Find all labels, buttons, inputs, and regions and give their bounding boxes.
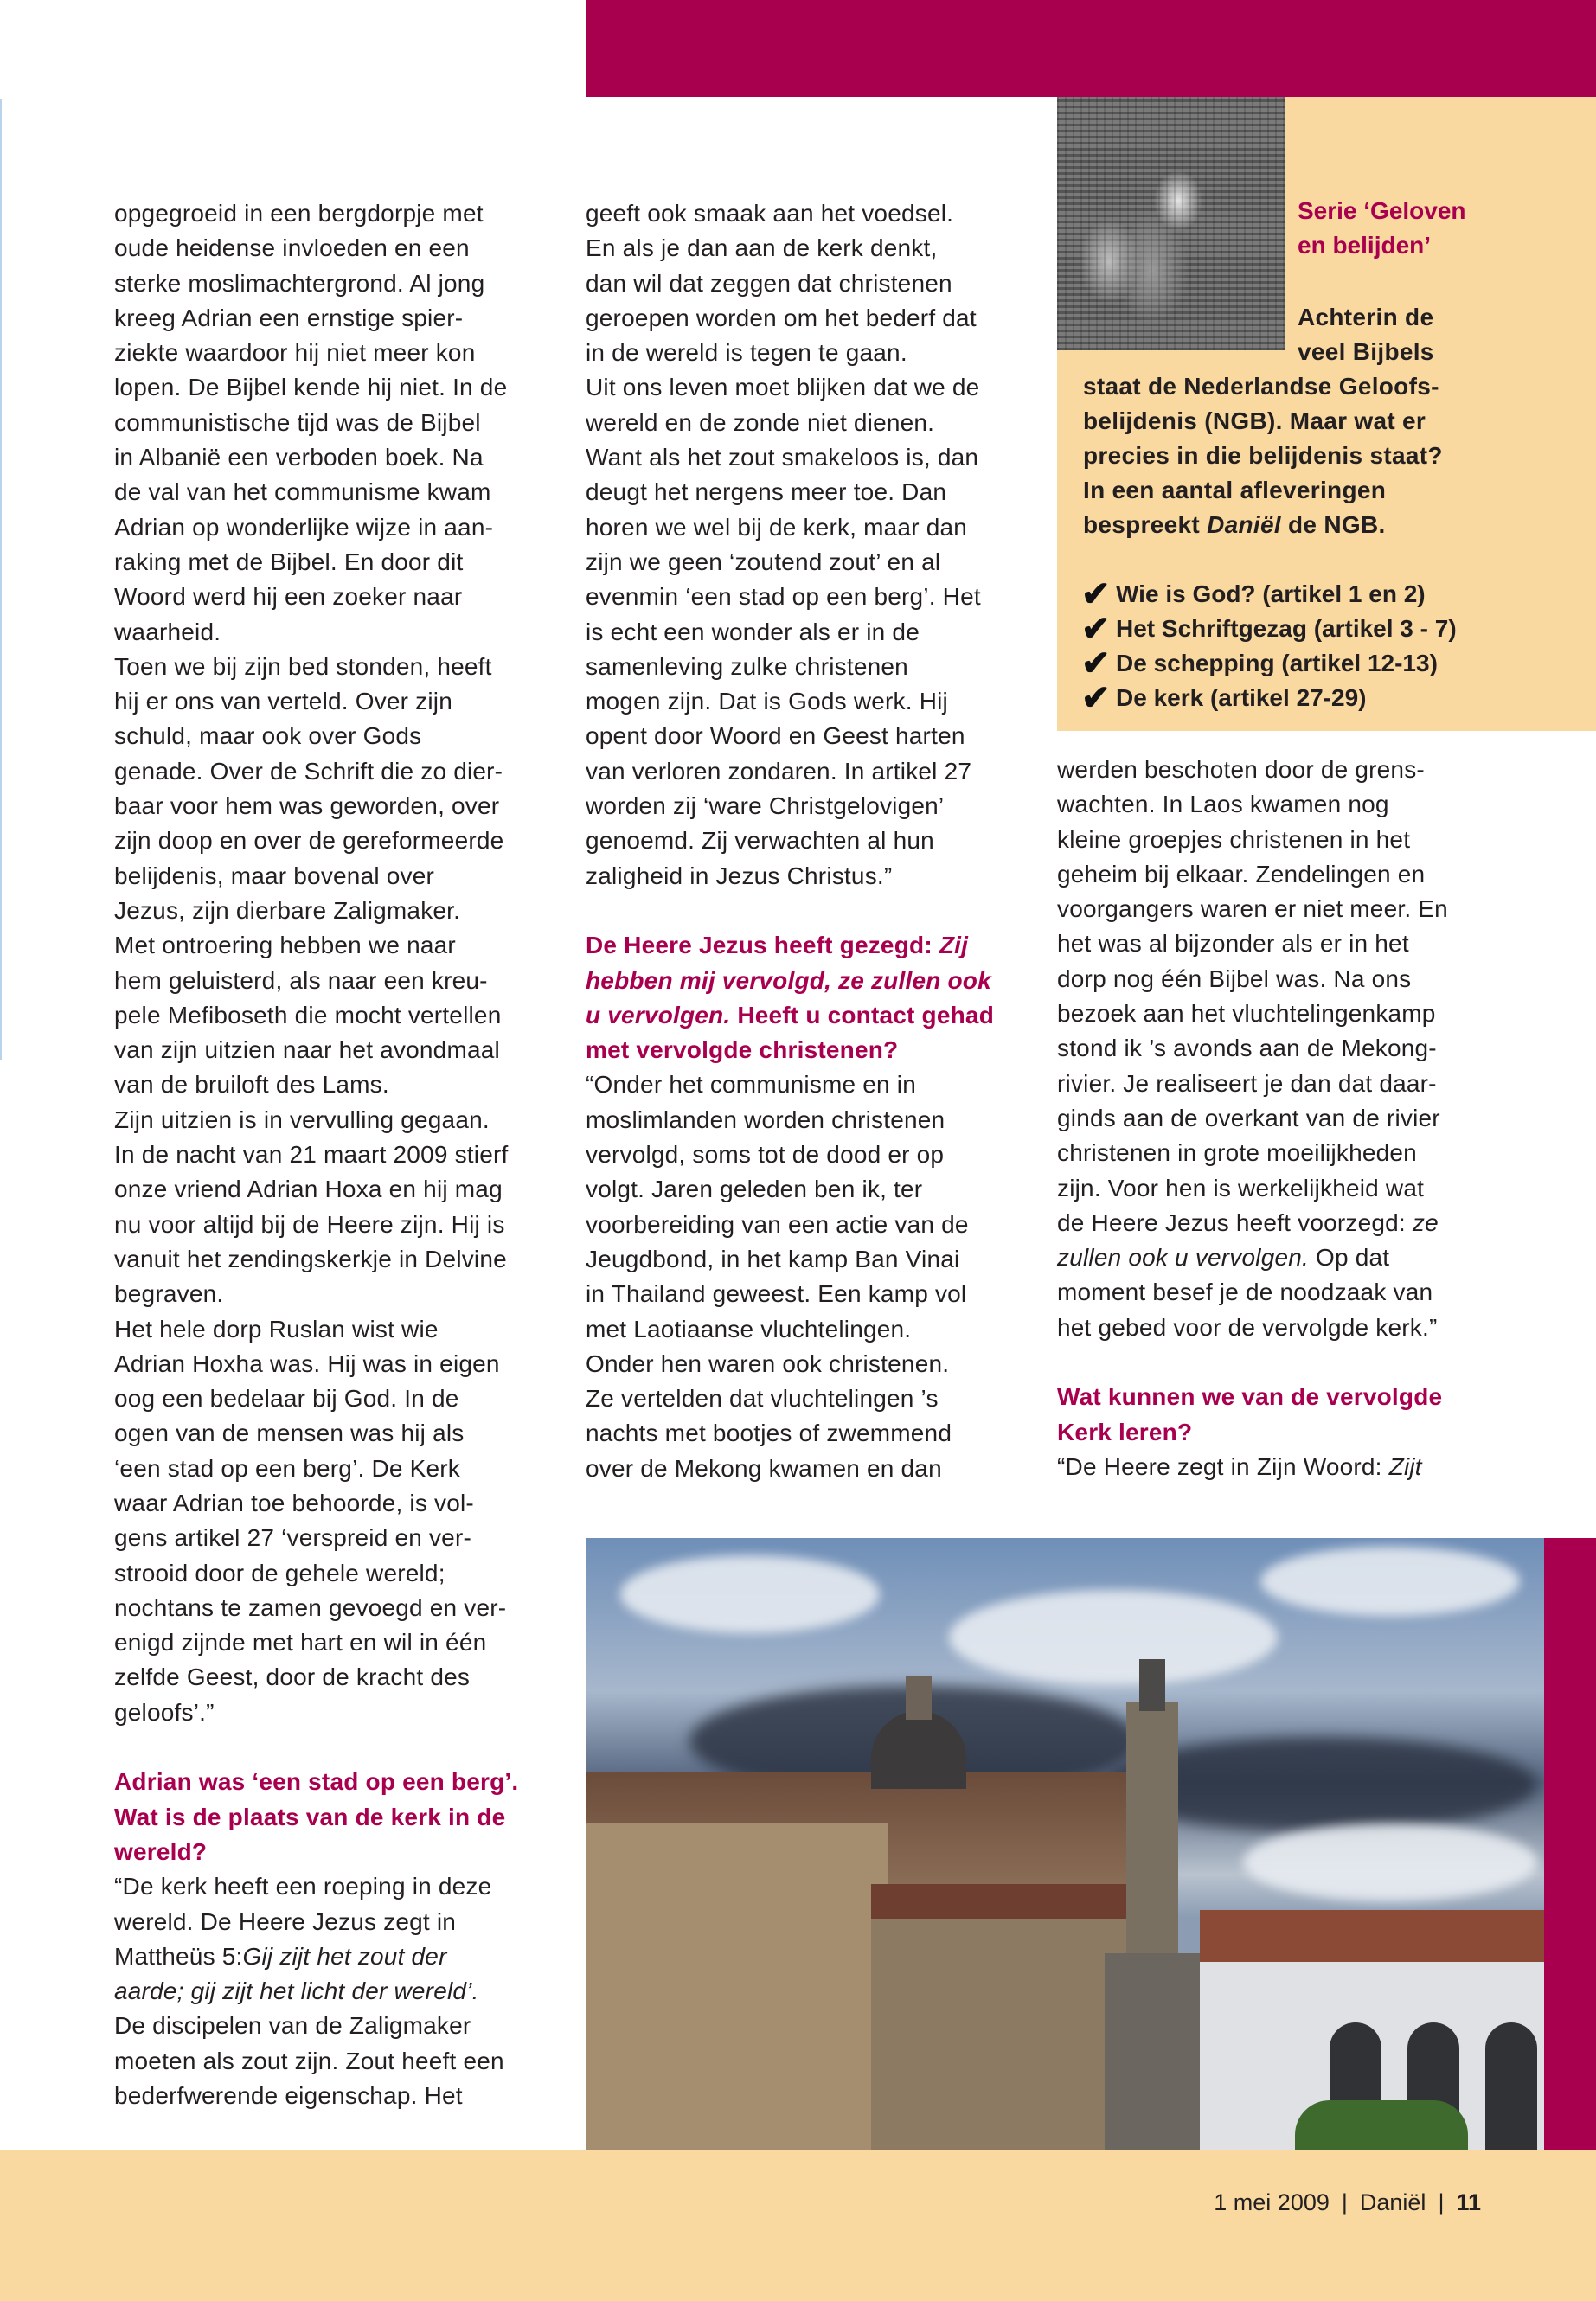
italic-text: aarde; gij zijt het licht der wereld’. — [114, 1977, 479, 2005]
text-segment: nachts met bootjes of zwemmend — [586, 1420, 952, 1447]
body-paragraph — [586, 1067, 1018, 1486]
text-line — [1057, 1450, 1490, 1484]
text-segment: bespreekt — [1083, 511, 1208, 538]
text-line — [586, 719, 1018, 753]
text-line — [114, 650, 547, 684]
text-segment: vervolgd, soms tot de dood er op — [586, 1141, 945, 1169]
text-segment: de Heere Jezus heeft voorzegd: — [1057, 1208, 1413, 1236]
text-line — [586, 510, 1018, 545]
text-line — [1057, 1031, 1490, 1066]
text-line — [1057, 1240, 1490, 1275]
text-line — [1057, 962, 1490, 997]
text-segment: worden zij ‘ware Christgelovigen’ — [586, 792, 945, 820]
checklist-label: De schepping (artikel 12-13) — [1116, 650, 1438, 676]
text-segment: “Onder het communisme en in — [586, 1071, 917, 1099]
text-line — [586, 1277, 1018, 1311]
text-line — [114, 1452, 547, 1486]
text-segment: in Albanië een verboden boek. Na — [114, 444, 484, 471]
italic-text: Zij — [939, 932, 969, 959]
text-line — [114, 2079, 547, 2113]
text-segment: enigd zijnde met hart en wil in één — [114, 1629, 487, 1657]
text-segment: Wat is de plaats van de kerk in de — [114, 1803, 506, 1830]
section-heading — [114, 1765, 547, 1869]
text-line — [1057, 892, 1490, 926]
text-line — [114, 928, 547, 963]
text-line — [586, 754, 1018, 789]
section-heading — [586, 928, 1018, 1067]
church-city-photo — [586, 1538, 1544, 2150]
text-segment: belijdenis, maar bovenal over — [114, 862, 435, 889]
text-line — [114, 1905, 547, 1939]
text-line — [586, 1067, 1018, 1102]
text-segment: geeft ook smaak aan het voedsel. — [586, 200, 954, 227]
magazine-name: Daniël — [1359, 2189, 1426, 2215]
text-segment: evenmin ‘een stad op een berg’. Het — [586, 583, 981, 611]
text-line — [1057, 1136, 1490, 1170]
body-paragraph — [1057, 1450, 1490, 1484]
italic-text: zullen ook u vervolgen. — [1057, 1244, 1309, 1272]
sidebar-text-line: veel Bijbels — [1298, 338, 1434, 365]
text-segment: voorbereiding van een actie van de — [586, 1210, 969, 1238]
text-segment: wereld? — [114, 1837, 208, 1865]
page-number: 11 — [1456, 2189, 1481, 2215]
text-line — [114, 1103, 547, 1138]
text-segment: waar Adrian toe behoorde, is vol- — [114, 1489, 474, 1516]
sidebar-text-line: precies in die belijdenis staat? — [1083, 442, 1443, 469]
text-line — [114, 998, 547, 1033]
text-segment: begraven. — [114, 1280, 224, 1308]
text-line — [586, 1242, 1018, 1277]
text-line — [114, 1800, 547, 1835]
page-footer — [0, 2150, 1596, 2301]
text-line — [114, 1312, 547, 1347]
text-segment: Op dat — [1309, 1244, 1390, 1272]
text-line — [114, 824, 547, 858]
text-segment: bederfwerende eigenschap. Het — [114, 2082, 463, 2110]
text-line — [586, 545, 1018, 580]
magazine-name: Daniël — [1207, 511, 1281, 538]
text-segment: Jezus, zijn dierbare Zaligmaker. — [114, 896, 461, 924]
text-segment: waarheid. — [114, 618, 221, 645]
text-line — [586, 475, 1018, 510]
text-segment: zelfde Geest, door de kracht des — [114, 1663, 471, 1691]
text-line — [114, 336, 547, 370]
text-segment: kreeg Adrian een ernstige spier- — [114, 304, 464, 331]
text-segment: ginds aan de overkant van de rivier — [1057, 1104, 1440, 1131]
text-line — [586, 336, 1018, 370]
text-line — [1057, 997, 1490, 1031]
text-segment: stond ik ’s avonds aan de Mekong- — [1057, 1035, 1437, 1062]
text-segment: lopen. De Bijbel kende hij niet. In de — [114, 374, 508, 401]
sidebar-text-line: staat de Nederlandse Geloofs- — [1083, 373, 1439, 400]
text-segment: “De kerk heeft een roeping in deze — [114, 1873, 492, 1900]
text-line — [586, 928, 1018, 963]
text-line — [586, 1208, 1018, 1242]
text-segment: zijn doop en over de gereformeerde — [114, 827, 504, 855]
text-segment: met Laotiaanse vluchtelingen. — [586, 1315, 912, 1343]
footer-info — [1214, 2189, 1481, 2216]
text-segment: rivier. Je realiseert je dan dat daar- — [1057, 1069, 1437, 1097]
text-segment: de NGB. — [1280, 511, 1386, 538]
text-segment: Adrian op wonderlijke wijze in aan- — [114, 513, 494, 541]
text-segment: Het hele dorp Ruslan wist wie — [114, 1315, 439, 1343]
text-line — [114, 580, 547, 614]
text-segment: geheim bij elkaar. Zendelingen en — [1057, 860, 1426, 888]
text-line — [114, 1208, 547, 1242]
text-line — [114, 266, 547, 301]
text-line — [114, 1067, 547, 1102]
checklist-item — [1081, 612, 1457, 646]
text-line — [114, 510, 547, 545]
text-line — [114, 301, 547, 336]
text-line — [114, 719, 547, 753]
text-segment: oog een bedelaar bij God. In de — [114, 1385, 459, 1413]
text-line — [114, 1765, 547, 1799]
section-heading — [1057, 1380, 1490, 1450]
sidebar-text-line: belijdenis (NGB). Maar wat er — [1083, 407, 1426, 434]
text-line — [586, 615, 1018, 650]
body-paragraph — [114, 1869, 547, 2113]
body-paragraph — [586, 196, 1018, 894]
text-segment: Kerk leren? — [1057, 1418, 1193, 1445]
text-line — [1057, 787, 1490, 822]
checklist-item — [1081, 681, 1457, 715]
text-line — [114, 754, 547, 789]
text-segment: moment besef je de noodzaak van — [1057, 1279, 1433, 1306]
text-line — [114, 1835, 547, 1869]
sidebar-text-line — [1083, 508, 1443, 542]
text-line — [586, 231, 1018, 266]
text-segment: van de bruiloft des Lams. — [114, 1071, 389, 1099]
text-segment: En als je dan aan de kerk denkt, — [586, 234, 938, 262]
text-line — [1057, 1101, 1490, 1136]
text-line — [1057, 1206, 1490, 1240]
text-segment: de val van het communisme kwam — [114, 478, 491, 506]
text-segment: vanuit het zendingskerkje in Delvine — [114, 1245, 507, 1272]
text-line — [586, 1312, 1018, 1347]
text-line — [114, 440, 547, 475]
text-line — [114, 1347, 547, 1381]
italic-text: Zijt — [1388, 1452, 1422, 1480]
text-segment: ogen van de mensen was hij als — [114, 1420, 465, 1447]
text-segment: Adrian was ‘een stad op een berg’. — [114, 1768, 519, 1796]
text-segment: Heeft u contact gehad — [730, 1001, 995, 1029]
text-line — [114, 789, 547, 824]
text-line — [586, 859, 1018, 894]
text-segment: wereld en de zonde niet dienen. — [586, 408, 935, 436]
series-checklist — [1081, 577, 1457, 715]
text-segment: Met ontroering hebben we naar — [114, 932, 456, 959]
text-line — [586, 301, 1018, 336]
text-segment: gens artikel 27 ‘verspreid en ver- — [114, 1524, 471, 1552]
italic-text: hebben mij vervolgd, ze zullen ook — [586, 966, 991, 994]
text-segment: mogen zijn. Dat is Gods werk. Hij — [586, 688, 948, 715]
text-line — [586, 684, 1018, 719]
text-line — [1057, 823, 1490, 857]
text-line — [114, 231, 547, 266]
text-line — [114, 196, 547, 231]
text-segment: christenen in grote moeilijkheden — [1057, 1139, 1417, 1167]
text-line — [586, 1452, 1018, 1486]
text-segment: kleine groepjes christenen in het — [1057, 825, 1411, 853]
top-accent-bar — [586, 0, 1596, 97]
text-line — [1057, 753, 1490, 787]
italic-text: u vervolgen. — [586, 1001, 731, 1029]
sidebar-text — [1083, 300, 1443, 542]
text-line — [1057, 1171, 1490, 1206]
text-line — [114, 615, 547, 650]
sidebar-title — [1298, 194, 1466, 263]
text-segment: volgt. Jaren geleden ben ik, ter — [586, 1176, 923, 1203]
text-line — [114, 1521, 547, 1555]
text-segment: Mattheüs 5: — [114, 1942, 243, 1970]
text-line — [586, 1138, 1018, 1172]
footer-separator: | — [1438, 2189, 1445, 2215]
issue-date: 1 mei 2009 — [1214, 2189, 1330, 2215]
text-segment: onze vriend Adrian Hoxa en hij mag — [114, 1176, 503, 1203]
text-line — [114, 1591, 547, 1625]
article-column-1 — [114, 196, 547, 2113]
text-line — [114, 894, 547, 928]
text-line — [586, 1172, 1018, 1207]
text-segment: dan wil dat zeggen dat christenen — [586, 269, 952, 297]
text-segment: geroepen worden om het bederf dat — [586, 304, 977, 331]
text-line — [114, 1939, 547, 1974]
page-edge-line — [0, 99, 2, 1060]
text-line — [586, 1347, 1018, 1381]
text-line — [586, 370, 1018, 405]
text-line — [586, 1381, 1018, 1416]
text-segment: Onder hen waren ook christenen. — [586, 1349, 950, 1377]
text-line — [586, 580, 1018, 614]
text-line — [114, 1486, 547, 1521]
footer-separator: | — [1341, 2189, 1348, 2215]
text-segment: Ze vertelden dat vluchtelingen ’s — [586, 1385, 939, 1413]
text-segment: In de nacht van 21 maart 2009 stierf — [114, 1141, 509, 1169]
text-line — [586, 998, 1018, 1033]
checkmark-icon: ✔ — [1081, 644, 1111, 683]
sidebar-title-line: en belijden’ — [1298, 232, 1432, 259]
text-line — [114, 1242, 547, 1277]
series-sidebar-box — [1057, 97, 1596, 731]
text-segment: in de wereld is tegen te gaan. — [586, 339, 907, 367]
text-line — [114, 1033, 547, 1067]
checklist-label: Wie is God? (artikel 1 en 2) — [1116, 580, 1426, 607]
text-line — [114, 2009, 547, 2043]
text-line — [1057, 1275, 1490, 1310]
checklist-item — [1081, 577, 1457, 612]
text-segment: pele Mefiboseth die mocht vertellen — [114, 1001, 502, 1029]
text-line — [114, 684, 547, 719]
text-line — [114, 545, 547, 580]
text-line — [114, 1138, 547, 1172]
text-line — [114, 964, 547, 998]
article-column-2 — [586, 196, 1018, 1486]
text-line — [1057, 1415, 1490, 1450]
text-segment: zijn we geen ‘zoutend zout’ en al — [586, 548, 941, 575]
text-line — [586, 1416, 1018, 1451]
italic-text: ze — [1412, 1208, 1439, 1236]
text-line — [1057, 1311, 1490, 1345]
text-line — [114, 1660, 547, 1695]
body-paragraph — [114, 196, 547, 1730]
text-segment: van zijn uitzien naar het avondmaal — [114, 1036, 500, 1064]
checklist-item — [1081, 646, 1457, 681]
checkmark-icon: ✔ — [1081, 610, 1111, 648]
text-segment: Woord werd hij een zoeker naar — [114, 583, 463, 611]
text-segment: hij er ons van verteld. Over zijn — [114, 688, 452, 715]
text-segment: wachten. In Laos kwamen nog — [1057, 791, 1389, 818]
text-segment: communistische tijd was de Bijbel — [114, 408, 481, 436]
text-segment: Uit ons leven moet blijken dat we de — [586, 374, 980, 401]
text-line — [586, 964, 1018, 998]
text-line — [586, 406, 1018, 440]
text-line — [114, 859, 547, 894]
text-segment: het was al bijzonder als er in het — [1057, 930, 1409, 958]
text-segment: dorp nog één Bijbel was. Na ons — [1057, 965, 1412, 992]
text-segment: moeten als zout zijn. Zout heeft een — [114, 2047, 504, 2074]
right-accent-strip — [1544, 1538, 1596, 2150]
text-segment: opent door Woord en Geest harten — [586, 722, 965, 750]
text-segment: ziekte waardoor hij niet meer kon — [114, 339, 476, 367]
text-segment: over de Mekong kwamen en dan — [586, 1454, 942, 1482]
text-segment: zaligheid in Jezus Christus.” — [586, 862, 893, 889]
text-line — [114, 1625, 547, 1660]
text-segment: nochtans te zamen gevoegd en ver- — [114, 1593, 507, 1621]
checklist-label: De kerk (artikel 27-29) — [1116, 684, 1367, 711]
text-segment: het gebed voor de vervolgde kerk.” — [1057, 1313, 1438, 1341]
text-line — [114, 475, 547, 510]
text-segment: met vervolgde christenen? — [586, 1036, 899, 1064]
text-segment: hem geluisterd, als naar een kreu- — [114, 966, 488, 994]
body-paragraph — [1057, 753, 1490, 1345]
text-line — [114, 1869, 547, 1904]
text-line — [586, 1103, 1018, 1138]
article-column-3 — [1057, 753, 1490, 1484]
text-segment: strooid door de gehele wereld; — [114, 1559, 445, 1586]
text-line — [1057, 926, 1490, 961]
text-line — [114, 1172, 547, 1207]
text-segment: moslimlanden worden christenen — [586, 1106, 945, 1133]
text-segment: is echt een wonder als er in de — [586, 618, 920, 645]
sidebar-title-line: Serie ‘Geloven — [1298, 197, 1466, 224]
text-segment: Jeugdbond, in het kamp Ban Vinai — [586, 1245, 960, 1272]
text-segment: bezoek aan het vluchtelingenkamp — [1057, 1000, 1436, 1028]
text-line — [114, 1974, 547, 2009]
text-line — [1057, 857, 1490, 892]
text-line — [586, 1033, 1018, 1067]
text-line — [586, 824, 1018, 858]
text-segment: schuld, maar ook over Gods — [114, 722, 422, 750]
text-line — [586, 650, 1018, 684]
text-line — [114, 1277, 547, 1311]
text-segment: horen we wel bij de kerk, maar dan — [586, 513, 968, 541]
text-segment: Zijn uitzien is in vervulling gegaan. — [114, 1106, 490, 1133]
text-line — [1057, 1067, 1490, 1101]
text-segment: Toen we bij zijn bed stonden, heeft — [114, 652, 492, 680]
text-line — [586, 196, 1018, 231]
sidebar-text-line: Achterin de — [1298, 304, 1434, 330]
text-segment: deugt het nergens meer toe. Dan — [586, 478, 947, 506]
text-segment: nu voor altijd bij de Heere zijn. Hij is — [114, 1210, 505, 1238]
checkmark-icon: ✔ — [1081, 575, 1111, 613]
text-segment: genoemd. Zij verwachten al hun — [586, 827, 934, 855]
text-line — [114, 1416, 547, 1451]
checklist-label: Het Schriftgezag (artikel 3 - 7) — [1116, 615, 1457, 642]
text-segment: genade. Over de Schrift die zo dier- — [114, 757, 503, 785]
text-segment: in Thailand geweest. Een kamp vol — [586, 1280, 967, 1308]
text-segment: voorgangers waren er niet meer. En — [1057, 895, 1448, 923]
text-segment: Wat kunnen we van de vervolgde — [1057, 1383, 1443, 1411]
text-segment: opgegroeid in een bergdorpje met — [114, 200, 484, 227]
text-line — [586, 789, 1018, 824]
text-line — [114, 1556, 547, 1591]
text-segment: baar voor hem was geworden, over — [114, 792, 500, 820]
text-segment: geloofs’.” — [114, 1698, 215, 1726]
text-segment: van verloren zondaren. In artikel 27 — [586, 757, 972, 785]
text-segment: ‘een stad op een berg’. De Kerk — [114, 1454, 461, 1482]
text-line — [114, 370, 547, 405]
text-segment: Want als het zout smakeloos is, dan — [586, 444, 979, 471]
text-segment: oude heidense invloeden en een — [114, 234, 470, 262]
text-segment: samenleving zulke christenen — [586, 652, 908, 680]
text-line — [586, 266, 1018, 301]
text-segment: “De Heere zegt in Zijn Woord: — [1057, 1452, 1389, 1480]
text-segment: Adrian Hoxha was. Hij was in eigen — [114, 1349, 500, 1377]
text-segment: De Heere Jezus heeft gezegd: — [586, 932, 939, 959]
text-segment: De discipelen van de Zaligmaker — [114, 2012, 471, 2040]
italic-text: Gij zijt het zout der — [242, 1942, 447, 1970]
text-segment: wereld. De Heere Jezus zegt in — [114, 1907, 457, 1935]
text-line — [114, 1381, 547, 1416]
text-line — [114, 2044, 547, 2079]
text-line — [1057, 1380, 1490, 1414]
text-line — [114, 1695, 547, 1730]
sidebar-text-line: In een aantal afleveringen — [1083, 477, 1387, 503]
text-segment: zijn. Voor hen is werkelijkheid wat — [1057, 1174, 1425, 1202]
text-line — [114, 406, 547, 440]
text-segment: raking met de Bijbel. En door dit — [114, 548, 464, 575]
text-segment: werden beschoten door de grens- — [1057, 756, 1425, 783]
text-segment: sterke moslimachtergrond. Al jong — [114, 269, 485, 297]
checkmark-icon: ✔ — [1081, 679, 1111, 717]
text-line — [586, 440, 1018, 475]
